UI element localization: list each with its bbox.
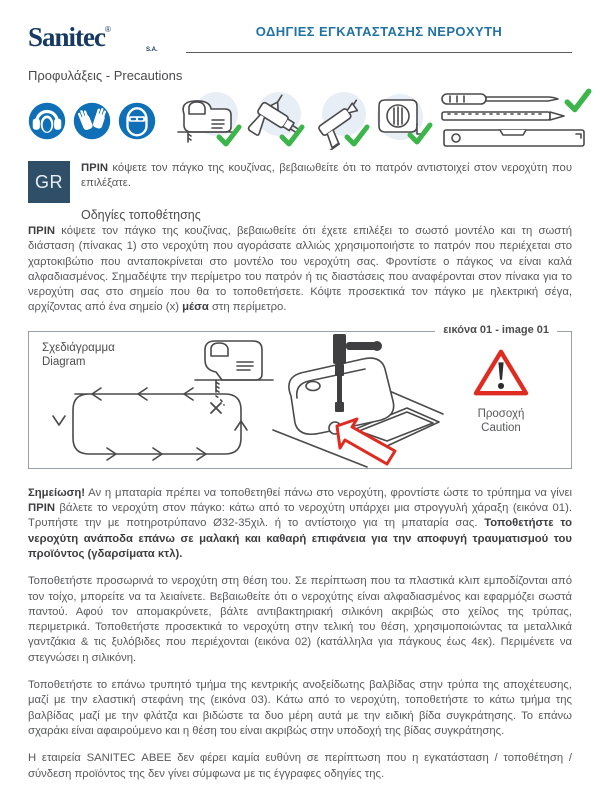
screwdriver-pencil-level-icon (438, 92, 588, 150)
logo-text: Sanitec (28, 22, 105, 52)
caution-caption-en: Caution (481, 421, 521, 434)
installation-paragraph-2: Τοποθετήστε προσωρινά το νεροχύτη στη θέση του. Σε περίπτωση που τα πλαστικά κλιπ εμποδίζονται από τον τοίχο, μπορείτε να τα λειαίνετε. Βεβαιωθείτε ότι ο νεροχύτης είναι αλφαδιασμένος και εφαρμόζει σωστά παντού. Αφού τον απομακρύνετε, βάλτε αντιβακτηριακή σιλικόνη ακριβώς στο χείλος της τρύπας, περιμετρικά. Τοποθετήστε προσεκτικά το νεροχύτη στην τελική του θέση, χρησιμοποιώντας τα μεταλλικά γαντζάκια & τις ξυλόβιδες που περιέχονται (εικόνα 02) (κατάλληλα για πάγκους έως 4εκ). Περιμένετε να στεγνώσει η σιλικόνη. (28, 575, 572, 664)
precautions-icon-row (28, 90, 572, 152)
checkmark-icon (216, 124, 242, 148)
protective-gloves-icon (73, 102, 111, 140)
checkmark-icon (344, 124, 370, 148)
checkmark-icon (407, 122, 433, 146)
drill-icon (245, 92, 303, 150)
precautions-heading: Προφυλάξεις - Precautions (28, 68, 183, 83)
gr-intro-note: ΠΡΙΝ κόψετε τον πάγκο της κουζίνας, βεβαιωθείτε ότι το πατρόν αντιστοιχεί στον νεροχύτη που επιλέξατε. (81, 162, 572, 190)
header-rule (186, 24, 572, 53)
diagram-caption-el: Σχεδιάγραμμα (42, 341, 115, 354)
caution-caption (445, 407, 557, 435)
face-shield-icon (118, 102, 156, 140)
installation-instructions-heading: Οδηγίες τοποθέτησης (81, 208, 201, 222)
diagram-caption-en: Diagram (42, 355, 86, 368)
sanitec-logo (28, 24, 186, 53)
figure-01 (28, 323, 572, 469)
header (28, 24, 572, 53)
language-note-row (28, 161, 572, 203)
registered-mark: ® (105, 25, 111, 34)
sink-hole-drilling-illustration (267, 334, 445, 468)
figure-01-label: εικόνα 01 - image 01 (435, 324, 557, 336)
note-paragraph: Σημείωση! Αν η μπαταρία πρέπει να τοποθετηθεί πάνω στο νεροχύτη, φροντίστε ώστε το τρύπημα να γίνει ΠΡΙΝ βάλετε το νεροχύτη στον πάγκο: κάτω από το νεροχύτη υπάρχει μια στρογγυλή χάραξη (εικόνα 01). Τρυπήστε την με ποτηροτρύπανο Ø32-35χιλ. ή το αντίστοιχο για τη μπαταρία σας. Τοποθετήστε το νεροχύτη ανάποδα επάνω σε μαλακή και καθαρή επιφάνεια για την αποφυγή τραυματισμού του προϊόντος (γδαρσίματα κτλ). (28, 486, 572, 560)
jigsaw-icon (176, 92, 238, 150)
caulk-gun-icon (310, 92, 368, 150)
checkmark-icon (564, 88, 592, 114)
ear-protection-icon (28, 102, 66, 140)
language-badge-gr: GR (28, 161, 70, 203)
caution-block (445, 346, 557, 435)
disclaimer-footer: Η εταιρεία SANITEC ΑΒΕΕ δεν φέρει καμία ευθύνη σε περίπτωση που η εγκατάσταση / τοποθέτηση / σύνδεση προϊόντος της δεν γίνει σύμφωνα με τις έγγραφες οδηγίες της. (28, 752, 572, 780)
installation-paragraph-3: Τοποθετήστε το επάνω τρυπητό τμήμα της κεντρικής ανοξείδωτης βαλβίδας στην τρύπα της αποχέτευσης, μαζί με την ελαστική στεφάνη της (εικόνα 03). Κάτω από το νεροχύτη, τοποθετήστε το κάτω τμήμα της βαλβίδας μαζί με την φλάτζα και βιδώστε τα δυο μέρη αυτά με την ειδική βίδα συγκράτησης. Το επάνω σχαράκι είναι αφαιρούμενο και η θέση του είναι ακριβώς στην υποδοχή της βίδας συγκράτησης. (28, 679, 572, 737)
logo-sa-suffix: S.A. (146, 47, 158, 53)
page-title: ΟΔΗΓΙΕΣ ΕΓΚΑΤΑΣΤΑΣΗΣ ΝΕΡΟΧΥΤΗ (255, 24, 503, 39)
checkmark-icon (279, 124, 305, 148)
tape-measure-icon (375, 92, 431, 150)
caution-caption-el: Προσοχή (477, 407, 525, 420)
installation-paragraph-1: ΠΡΙΝ κόψετε τον πάγκο της κουζίνας, βεβαιωθείτε ότι έχετε επιλέξει το σωστό μοντέλο και τη σωστή διάσταση (πίνακας 1) στο νεροχύτη που αγοράσατε αλλιώς χρησιμοποιήστε το πατρόν που περιέχεται στο χαρτοκιβώτιο που ανταποκρίνεται στο μοντέλο του νεροχύτη σας. Φροντίστε ο πάγκος να είναι καλά αλφαδιασμένος. Σημαδέψτε την περίμετρο του πατρόν ή τις διαστάσεις που αναφέρονται στον πίνακα για το νεροχύτη σας στο σημείο που θα το τοποθετήσετε. Κόψτε προσεκτικά τον πάγκο με ηλεκτρική σέγα, αρχίζοντας από ένα σημείο (x) μέσα στη περίμετρο. (28, 225, 572, 314)
jigsaw-cut-path-diagram (45, 336, 275, 466)
warning-triangle-icon (472, 346, 530, 398)
